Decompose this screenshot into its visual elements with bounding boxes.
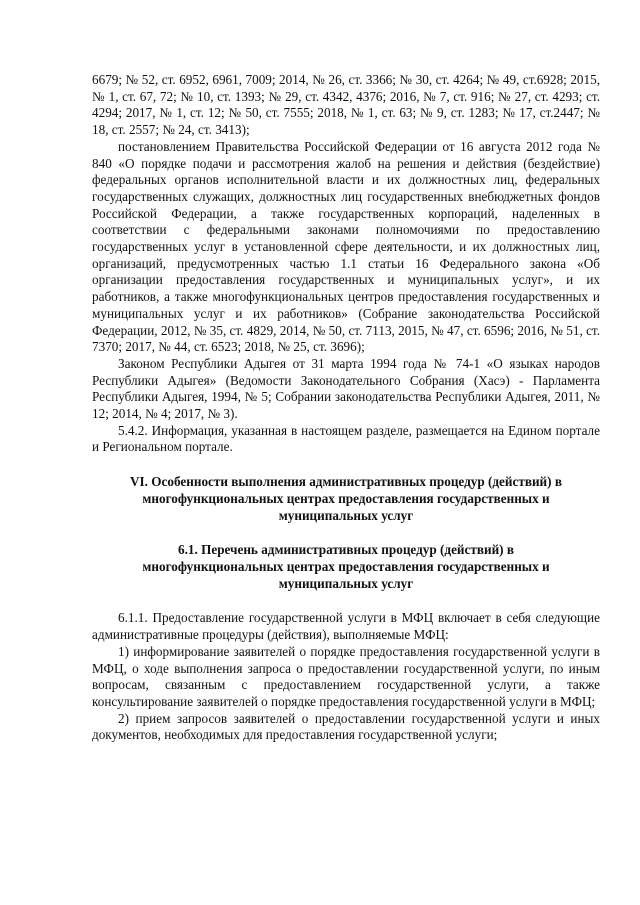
paragraph-5-4-2: 5.4.2. Информация, указанная в настоящем разделе, размещается на Едином портале и Региональном портале. — [92, 422, 600, 455]
paragraph-6-1-1: 6.1.1. Предоставление государственной услуги в МФЦ включает в себя следующие административные процедуры (действия), выполняемые МФЦ: — [92, 610, 600, 643]
list-item-1-informing: 1) информирование заявителей о порядке предоставления государственной услуги в МФЦ, о ходе выполнения запроса о предоставлении государственной услуги, по иным вопросам, связанным с предоставлением государственной услуги, а также консультирование заявителей о порядке предоставления государственной услуги в МФЦ; — [92, 643, 600, 709]
subsection-heading-6-1: 6.1. Перечень административных процедур (действий) в многофункциональных центрах предоставления государственных и муниципальных услуг — [142, 542, 550, 591]
paragraph-adygea-law: Законом Республики Адыгея от 31 марта 1994 года № 74-1 «О языках народов Республики Адыгея» (Ведомости Законодательного Собрания (Хасэ) - Парламента Республики Адыгея, 1994, № 5; Собрании законодательства Республики Адыгея, 2011, № 12; 2014, № 4; 2017, № 3). — [92, 355, 600, 422]
paragraph-legal-citations: 6679; № 52, ст. 6952, 6961, 7009; 2014, № 26, ст. 3366; № 30, ст. 4264; № 49, ст.6928; 2015, № 1, ст. 67, 72; № 10, ст. 1393; № 29, ст. 4342, 4376; 2016, № 7, ст. 916; № 27, ст. 4293; ст. 4294; 2017, № 1, ст. 12; № 50, ст. 7555; 2018, № 1, ст. 63; № 9, ст. 1283; № 17, ст.2447; № 18, ст. 2557; № 24, ст. 3413); — [92, 72, 600, 138]
paragraph-government-decree: постановлением Правительства Российской Федерации от 16 августа 2012 года № 840 «О порядке подачи и рассмотрения жалоб на решения и действия (бездействие) федеральных органов исполнительной власти и их должностных лиц, федеральных государственных служащих, должностных лиц государственных внебюджетных фондов Российской Федерации, а также государственных корпораций, наделенных в соответствии с федеральными законами полномочиями по предоставлению государственных услуг в установленной сфере деятельности, и их должностных лиц, организаций, предусмотренных частью 1.1 статьи 16 Федерального закона «Об организации предоставления государственных и муниципальных услуг», и их работников, а также многофункциональных центров предоставления государственных и муниципальных услуг и их работников» (Собрание законодательства Российской Федерации, 2012, № 35, ст. 4829, 2014, № 50, ст. 7113, 2015, № 47, ст. 6596; 2016, № 51, ст. 7370; 2017, № 44, ст. 6523; 2018, № 25, ст. 3696); — [92, 138, 600, 355]
section-heading-6: VI. Особенности выполнения административных процедур (действий) в многофункциональных центрах предоставления государственных и муниципальных услуг — [130, 474, 562, 523]
document-page — [92, 72, 600, 744]
list-item-2-request-intake: 2) прием запросов заявителей о предоставлении государственной услуги и иных документов, необходимых для предоставления государственной услуги; — [92, 710, 600, 743]
